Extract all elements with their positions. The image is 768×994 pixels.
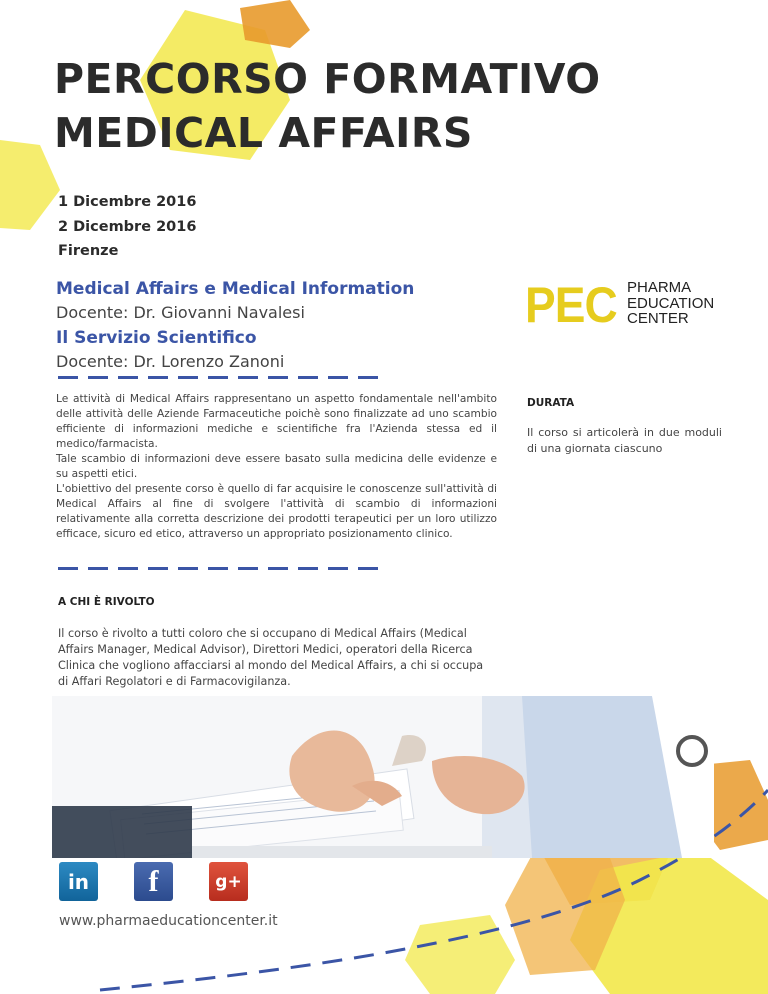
divider-dashed-2	[58, 567, 388, 571]
modules-list	[56, 278, 486, 376]
audience-heading: A CHI È RIVOLTO	[58, 596, 155, 608]
module-1-teacher: Docente: Dr. Giovanni Navalesi	[56, 303, 305, 322]
title-line-1: PERCORSO FORMATIVO	[54, 55, 601, 103]
date-1: 1 Dicembre 2016	[58, 194, 197, 210]
logo-line-2: EDUCATION	[627, 294, 715, 312]
date-2: 2 Dicembre 2016	[58, 218, 197, 235]
facebook-icon[interactable]: f	[134, 862, 173, 901]
module-2-teacher: Docente: Dr. Lorenzo Zanoni	[56, 352, 285, 371]
durata-text: Il corso si articolerà in due moduli di una giornata ciascuno	[527, 426, 722, 455]
description-paragraph-3: L'obiettivo del presente corso è quello di far acquisire le conoscenze sull'attività di Medical Affairs al fine di svolgere l'attività di scambio di informazioni relativamente alla corretta descrizione dei prodotti terapeutici per un loro utilizzo efficace, sicuro ed etico, attraverso un appropriato posizionamento clinico.	[56, 483, 497, 540]
description-paragraph-1: Le attività di Medical Affairs rappresentano un aspetto fondamentale nell'ambito delle attività delle Aziende Farmaceutiche poichè sono finalizzate ad uno scambio efficiente di informazioni mediche e scientifiche fra l'Azienda stessa ed il medico/farmacista.	[56, 393, 497, 450]
module-2-title: Il Servizio Scientifico	[56, 328, 257, 348]
title-line-2: MEDICAL AFFAIRS	[54, 109, 473, 157]
description-paragraph-2: Tale scambio di informazioni deve essere basato sulla medicina delle evidenze e su aspetti etici.	[56, 453, 497, 480]
durata-heading: DURATA	[527, 397, 575, 409]
location: Firenze	[58, 243, 119, 259]
audience-text: Il corso è rivolto a tutti coloro che si occupano di Medical Affairs (Medical Affairs Manager, Medical Advisor), Direttori Medici, operatori della Ricerca Clinica che vogliono affacciarsi al mondo del Medical Affairs, a chi si occupa di Affari Regolatori e di Farmacovigilanza.	[58, 627, 484, 688]
googleplus-icon[interactable]: g+	[209, 862, 248, 901]
hexagon-yellow-bottom-left	[405, 915, 515, 994]
course-description	[56, 392, 497, 542]
course-dates	[58, 190, 196, 264]
hexagon-yellow-left	[0, 140, 60, 230]
consultation-photo	[52, 696, 714, 858]
logo-mark: PEC	[525, 277, 617, 333]
logo-line-3: CENTER	[627, 310, 689, 327]
divider-dashed-1	[58, 376, 388, 380]
hexagon-orange-top	[240, 0, 310, 48]
page-title	[54, 52, 734, 160]
linkedin-icon[interactable]: in	[59, 862, 98, 901]
logo-line-1: PHARMA	[627, 279, 692, 296]
pec-logo	[525, 277, 735, 333]
logo-text	[627, 280, 714, 327]
module-1-title: Medical Affairs e Medical Information	[56, 279, 415, 299]
website-link[interactable]: www.pharmaeducationcenter.it	[59, 913, 278, 929]
